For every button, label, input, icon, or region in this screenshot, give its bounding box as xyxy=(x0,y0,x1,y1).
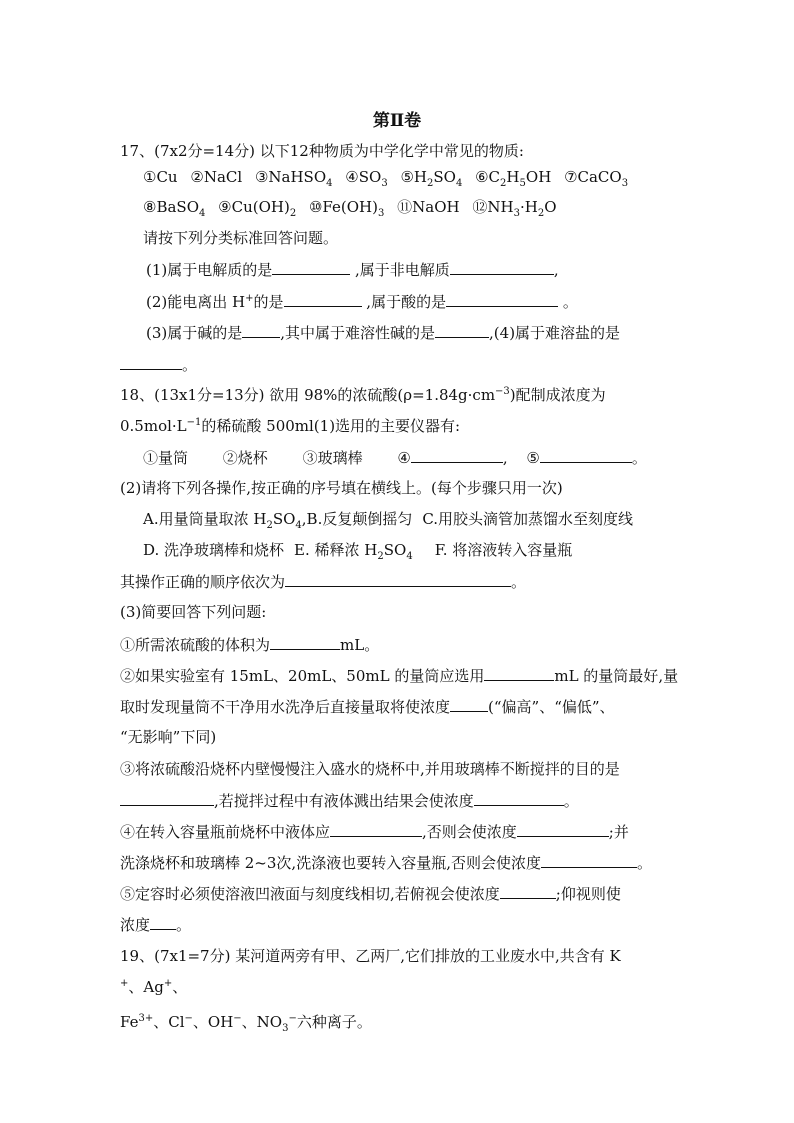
substance-cu: ①Cu xyxy=(143,168,178,186)
answer-blank[interactable] xyxy=(484,665,554,681)
substance-c2h5oh: $⑥C_2H_5OH$ xyxy=(475,168,552,189)
q17-part2: (2)能电离出 H+的是 ,属于酸的是 。 xyxy=(146,293,578,311)
q17-substances-row1 xyxy=(143,167,628,187)
q18-instruments: ①量筒 ②烧杯 ③玻璃棒 ④ , ⑤ 。 xyxy=(143,449,647,467)
answer-blank[interactable] xyxy=(150,914,176,930)
substance-nahso4: ③NaHSO$_4$ xyxy=(254,168,333,189)
q18-a5: ⑤定容时必须使溶液凹液面与刻度线相切,若俯视会使浓度 ;仰视则使 xyxy=(120,885,621,903)
q17-part3-cont: 。 xyxy=(120,354,197,375)
q19-header: 19、(7x1=7分) 某河道两旁有甲、乙两厂,它们排放的工业废水中,共含有 K xyxy=(120,947,621,965)
q17-part1: (1)属于电解质的是 ,属于非电解质 , xyxy=(146,261,559,279)
substance-caco3: ⑦CaCO$_3$ xyxy=(564,168,629,189)
q18-a2-line2: 取时发现量筒不干净用水洗净后直接量取将使浓度 (“偏高”、“偏低”、 xyxy=(120,698,615,716)
answer-blank[interactable] xyxy=(270,634,340,650)
answer-blank[interactable] xyxy=(120,354,182,370)
q18-part3: (3)简要回答下列问题: xyxy=(120,603,267,621)
q19-line3: $Fe^{3+}$、Cl−、OH−、$NO_3^-$六种离子。 xyxy=(120,1013,372,1034)
answer-blank[interactable] xyxy=(517,821,609,837)
substance-nh3h2o: $⑫NH_3\cdot H_2O$ xyxy=(472,198,557,219)
answer-blank[interactable] xyxy=(285,571,511,587)
substance-cuoh2: $⑨Cu(OH)_2$ xyxy=(218,198,297,219)
answer-blank[interactable] xyxy=(120,790,214,806)
answer-blank[interactable] xyxy=(474,790,564,806)
answer-blank[interactable] xyxy=(446,291,558,307)
q17-part3: (3)属于碱的是 ,其中属于难溶性碱的是 ,(4)属于难溶盐的是 xyxy=(146,324,621,342)
section-title: 第Ⅱ卷 xyxy=(372,111,422,131)
answer-blank[interactable] xyxy=(541,852,637,868)
answer-blank[interactable] xyxy=(242,322,280,338)
answer-blank[interactable] xyxy=(450,259,554,275)
q18-a3: ③将浓硫酸沿烧杯内壁慢慢注入盛水的烧杯中,并用玻璃棒不断搅拌的目的是 xyxy=(120,760,620,778)
q18-header: 18、(13x1分=13分) 欲用 98%的浓硫酸$(\rho=1.84g\cdot cm^{-3})$配制成浓度为 xyxy=(120,386,606,404)
q17-header: 17、(7x2分=14分) 以下12种物质为中学化学中常见的物质: xyxy=(120,142,524,160)
q18-ops-row2: D. 洗净玻璃棒和烧杯 E. 稀释浓 $H_2SO_4$ F. 将溶液转入容量瓶 xyxy=(143,541,573,562)
answer-blank[interactable] xyxy=(330,821,422,837)
q18-a2: ②如果实验室有 15mL、20mL、50mL 的量筒应选用 mL 的量筒最好,量 xyxy=(120,667,679,685)
substance-nacl: ②NaCl xyxy=(190,168,243,186)
q18-a1: ①所需浓硫酸的体积为 mL。 xyxy=(120,636,380,654)
answer-blank[interactable] xyxy=(272,259,350,275)
q17-instruction: 请按下列分类标准回答问题。 xyxy=(143,229,339,247)
q18-a3-line2: ,若搅拌过程中有液体溅出结果会使浓度 。 xyxy=(120,790,579,811)
q19-line2: +、Ag+、 xyxy=(120,978,188,996)
substance-naoh: ⑪NaOH xyxy=(397,198,460,216)
answer-blank[interactable] xyxy=(411,447,503,463)
q18-order: 其操作正确的顺序依次为 。 xyxy=(120,573,527,591)
q17-substances-row2 xyxy=(143,197,557,217)
answer-blank[interactable] xyxy=(540,447,632,463)
q18-line2: $0.5mol\cdot L^{-1}$的稀硫酸 500ml(1)选用的主要仪器有: xyxy=(120,417,461,435)
q18-a5-line2: 浓度 。 xyxy=(120,916,192,934)
answer-blank[interactable] xyxy=(450,696,488,712)
substance-baso4: ⑧BaSO$_4$ xyxy=(143,198,206,219)
q18-a2-line3: “无影响”下同) xyxy=(120,728,217,746)
substance-h2so4: $⑤H_2SO_4$ xyxy=(400,168,463,189)
substance-so3: $④SO_3$ xyxy=(345,168,388,189)
answer-blank[interactable] xyxy=(435,322,489,338)
answer-blank[interactable] xyxy=(284,291,362,307)
q18-a4: ④在转入容量瓶前烧杯中液体应 ,否则会使浓度 ;并 xyxy=(120,823,629,841)
substance-feoh3: $⑩Fe(OH)_3$ xyxy=(308,198,385,219)
answer-blank[interactable] xyxy=(500,883,556,899)
q18-part2: (2)请将下列各操作,按正确的序号填在横线上。(每个步骤只用一次) xyxy=(120,479,563,497)
q18-ops-row1: A.用量筒量取浓 $H_2SO_4,B$.反复颠倒摇匀 C.用胶头滴管加蒸馏水至刻度线 xyxy=(143,510,634,531)
q18-a4-line2: 洗涤烧杯和玻璃棒 2~3次,洗涤液也要转入容量瓶,否则会使浓度 。 xyxy=(120,854,652,872)
